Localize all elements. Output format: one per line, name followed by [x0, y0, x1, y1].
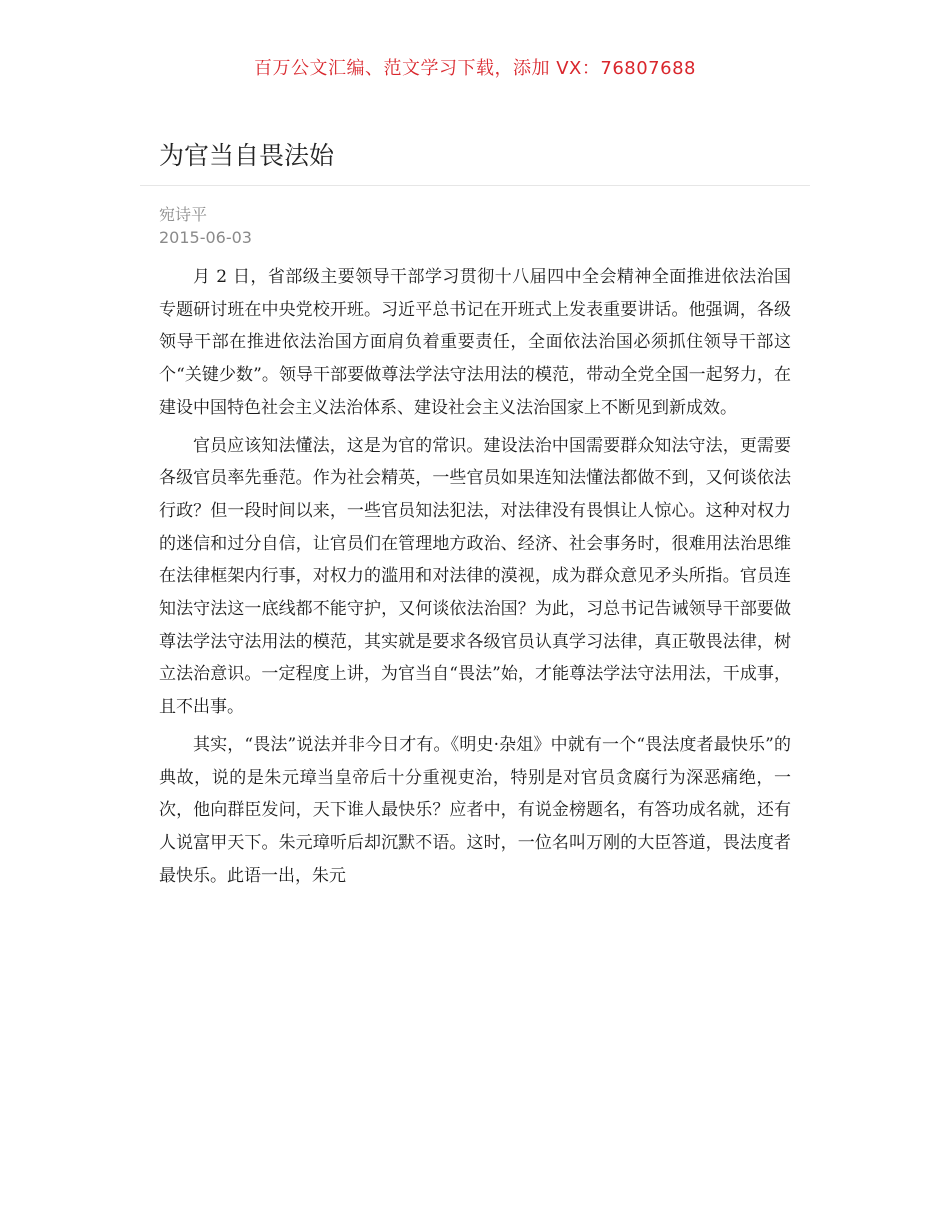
article-paragraph: 其实，“畏法”说法并非今日才有。《明史·杂俎》中就有一个“畏法度者最快乐”的典故，说的是朱元璋当皇帝后十分重视吏治，特别是对官员贪腐行为深恶痛绝，一次，他向群臣发问，天下谁人最快乐？应者中，有说金榜题名，有答功成名就，还有人说富甲天下。朱元璋听后却沉默不语。这时，一位名叫万刚的大臣答道，畏法度者最快乐。此语一出，朱元: [159, 734, 791, 886]
title-divider: [140, 185, 810, 186]
article-date: 2015-06-03: [159, 228, 252, 247]
article-body: [159, 261, 791, 897]
article-title: 为官当自畏法始: [159, 141, 335, 170]
article-paragraph: 官员应该知法懂法，这是为官的常识。建设法治中国需要群众知法守法，更需要各级官员率先垂范。作为社会精英，一些官员如果连知法懂法都做不到，又何谈依法行政？但一段时间以来，一些官员知法犯法，对法律没有畏惧让人惊心。这种对权力的迷信和过分自信，让官员们在管理地方政治、经济、社会事务时，很难用法治思维在法律框架内行事，对权力的滥用和对法律的漠视，成为群众意见矛头所指。官员连知法守法这一底线都不能守护，又何谈依法治国？为此，习总书记告诫领导干部要做尊法学法守法用法的模范，其实就是要求各级官员认真学习法律，真正敬畏法律，树立法治意识。一定程度上讲，为官当自“畏法”始，才能尊法学法守法用法，干成事，且不出事。: [159, 435, 791, 718]
download-banner: 百万公文汇编、范文学习下载，添加 VX：76807688: [254, 58, 696, 79]
article-paragraph: 月 2 日，省部级主要领导干部学习贯彻十八届四中全会精神全面推进依法治国专题研讨班在中央党校开班。习近平总书记在开班式上发表重要讲话。他强调，各级领导干部在推进依法治国方面肩负着重要责任，全面依法治国必须抓住领导干部这个“关键少数”。领导干部要做尊法学法守法用法的模范，带动全党全国一起努力，在建设中国特色社会主义法治体系、建设社会主义法治国家上不断见到新成效。: [159, 267, 791, 418]
article-author: 宛诗平: [159, 205, 208, 224]
